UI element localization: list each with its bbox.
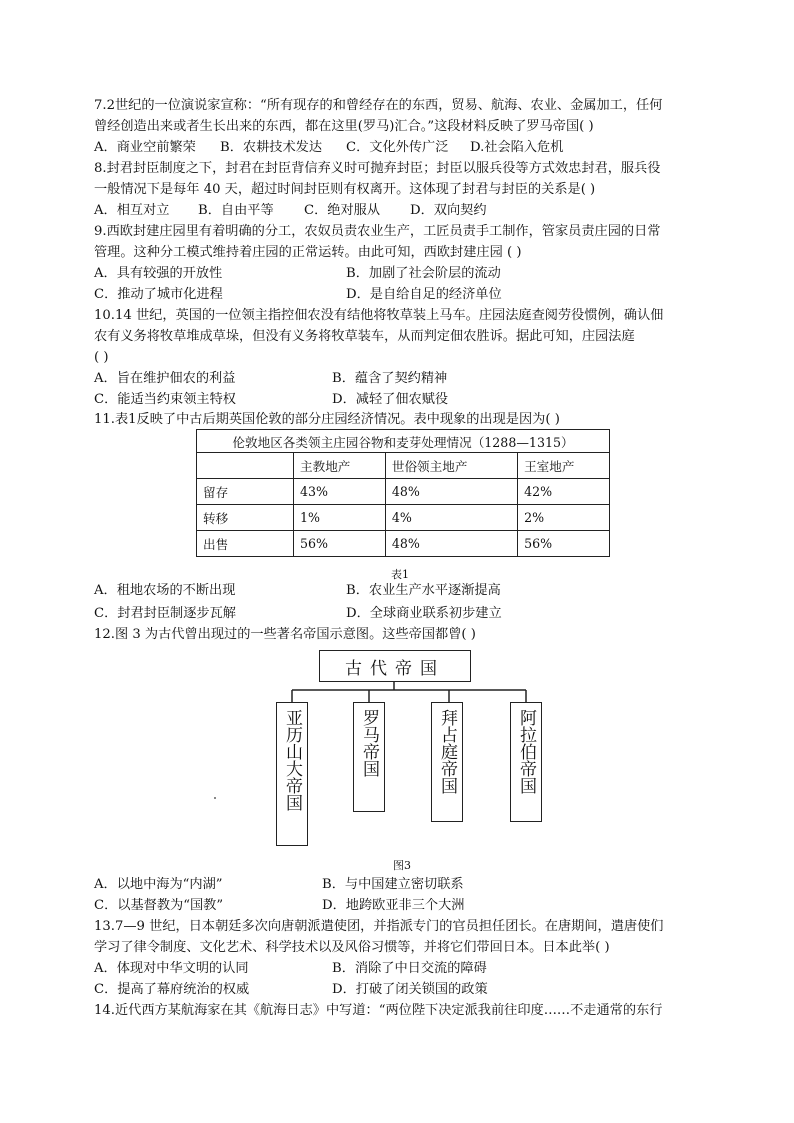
table-cell: 56%	[518, 531, 610, 557]
diagram-node-rome	[353, 702, 385, 812]
table-cell: 转移	[197, 505, 294, 531]
q9-option-b[interactable]: B．加剧了社会阶层的流动	[346, 266, 501, 281]
q10-option-b[interactable]: B．蕴含了契约精神	[332, 371, 448, 386]
diagram-node-alexander	[276, 702, 308, 846]
q8-option-b[interactable]: B．自由平等	[198, 203, 274, 218]
table-header-cell: 王室地产	[518, 453, 610, 479]
q12-option-a[interactable]: A．以地中海为“内湖”	[94, 877, 223, 892]
q13-option-a[interactable]: A．体现对中华文明的认同	[94, 961, 249, 976]
q7-stem-line1: 7.2世纪的一位演说家宣称：“所有现存的和曾经存在的东西，贸易、航海、农业、金属加工，任何	[94, 98, 663, 113]
q13-option-b[interactable]: B．消除了中日交流的障碍	[332, 961, 487, 976]
diagram-root-node: 古代帝国	[319, 650, 471, 682]
q12-option-d[interactable]: D．地跨欧亚非三个大洲	[322, 898, 465, 913]
table-cell: 4%	[385, 505, 517, 531]
q8-stem-line2: 一般情况下是每年 40 天，超过时间封臣则有权离开。这体现了封君与封臣的关系是( )	[94, 182, 596, 197]
table-header-cell: 主教地产	[294, 453, 386, 479]
q13-stem-line1: 13.7—9 世纪，日本朝廷多次向唐朝派遣使团，并指派专门的官员担任团长。在唐期间，遣唐使们	[94, 919, 664, 934]
q10-option-d[interactable]: D．减轻了佃农赋役	[332, 392, 449, 407]
q13-option-d[interactable]: D．打破了闭关锁国的政策	[332, 982, 488, 997]
diagram-node-label: 亚历山大帝国	[282, 709, 302, 811]
q10-stem-line1: 10.14 世纪，英国的一位领主指控佃农没有结他将牧草装上马车。庄园法庭查阅劳役惯例，确认佃	[94, 308, 664, 323]
table-header-cell: 世俗领主地产	[385, 453, 517, 479]
q7-option-d[interactable]: D.社会陷入危机	[470, 140, 564, 155]
q9-option-c[interactable]: C．推动了城市化进程	[94, 287, 223, 302]
q11-option-a[interactable]: A．租地农场的不断出现	[94, 583, 236, 598]
q9-stem-line2: 管理。这种分工模式维持着庄园的正常运转。由此可知，西欧封建庄园 ( )	[94, 245, 522, 260]
q10-stem-line2: 农有义务将牧草堆成草垛，但没有义务将牧草装车，从而判定佃农胜诉。据此可知，庄园法庭	[94, 329, 635, 344]
q12-option-b[interactable]: B．与中国建立密切联系	[322, 877, 464, 892]
q11-option-b[interactable]: B．农业生产水平逐渐提高	[346, 583, 501, 598]
q7-option-b[interactable]: B．农耕技术发达	[220, 140, 323, 155]
q10-option-a[interactable]: A．旨在维护佃农的利益	[94, 371, 236, 386]
q14-stem-line1: 14.近代西方某航海家在其《航海日志》中写道：“两位陛下决定派我前往印度……不走通常的东行	[94, 1003, 663, 1018]
q13-option-c[interactable]: C．提高了幕府统治的权威	[94, 982, 250, 997]
table-cell: 56%	[294, 531, 386, 557]
q11-option-c[interactable]: C．封君封臣制逐步瓦解	[94, 606, 236, 621]
table-cell: 48%	[385, 531, 517, 557]
figure-caption: 图3	[393, 859, 411, 872]
q13-stem-line2: 学习了律令制度、文化艺术、科学技术以及风俗习惯等，并将它们带回日本。日本此举( )	[94, 940, 610, 955]
q9-stem-line1: 9.西欧封建庄园里有着明确的分工，农奴员责农业生产，工匠员责手工制作，管家员责庄园的日常	[94, 224, 661, 239]
q12-stem: 12.图 3 为古代曾出现过的一些著名帝国示意图。这些帝国都曾( )	[94, 627, 476, 642]
q11-stem: 11.表1反映了中古后期英国伦敦的部分庄园经济情况。表中现象的出现是因为( )	[94, 412, 560, 427]
q9-option-d[interactable]: D．是自给自足的经济单位	[346, 287, 502, 302]
table-cell: 42%	[518, 479, 610, 505]
table-title: 伦敦地区各类领主庄园谷物和麦芽处理情况（1288—1315）	[197, 430, 610, 453]
table-cell: 48%	[385, 479, 517, 505]
table-cell: 出售	[197, 531, 294, 557]
diagram-node-byzantine	[431, 702, 463, 822]
q7-option-c[interactable]: C．文化外传广泛	[346, 140, 449, 155]
table-cell: 43%	[294, 479, 386, 505]
q11-option-d[interactable]: D．全球商业联系初步建立	[346, 606, 502, 621]
q7-stem-line2: 曾经创造出来或者生长出来的东西，都在这里(罗马)汇合。”这段材料反映了罗马帝国( )	[94, 119, 594, 134]
diagram-node-arab	[510, 702, 542, 822]
q12-option-c[interactable]: C．以基督教为“国教”	[94, 898, 224, 913]
q8-option-a[interactable]: A．相互对立	[94, 203, 170, 218]
q8-option-c[interactable]: C．绝对服从	[304, 203, 381, 218]
q10-option-c[interactable]: C．能适当约束领主特权	[94, 392, 236, 407]
q10-stem-line3: ( )	[94, 350, 109, 365]
q8-stem-line1: 8.封君封臣制度之下，封君在封臣背信弃义时可抛弃封臣；封臣以服兵役等方式效忠封君，服兵役	[94, 161, 661, 176]
diagram-node-label: 罗马帝国	[359, 709, 379, 777]
q9-option-a[interactable]: A．具有较强的开放性	[94, 266, 223, 281]
table-cell: 留存	[197, 479, 294, 505]
table-cell: 1%	[294, 505, 386, 531]
q8-option-d[interactable]: D．双向契约	[410, 203, 487, 218]
table-cell: 2%	[518, 505, 610, 531]
diagram-node-label: 阿拉伯帝国	[516, 709, 536, 794]
table-caption: 表1	[391, 568, 409, 581]
diagram-node-label: 拜占庭帝国	[437, 709, 457, 794]
q7-option-a[interactable]: A．商业空前繁荣	[94, 140, 196, 155]
